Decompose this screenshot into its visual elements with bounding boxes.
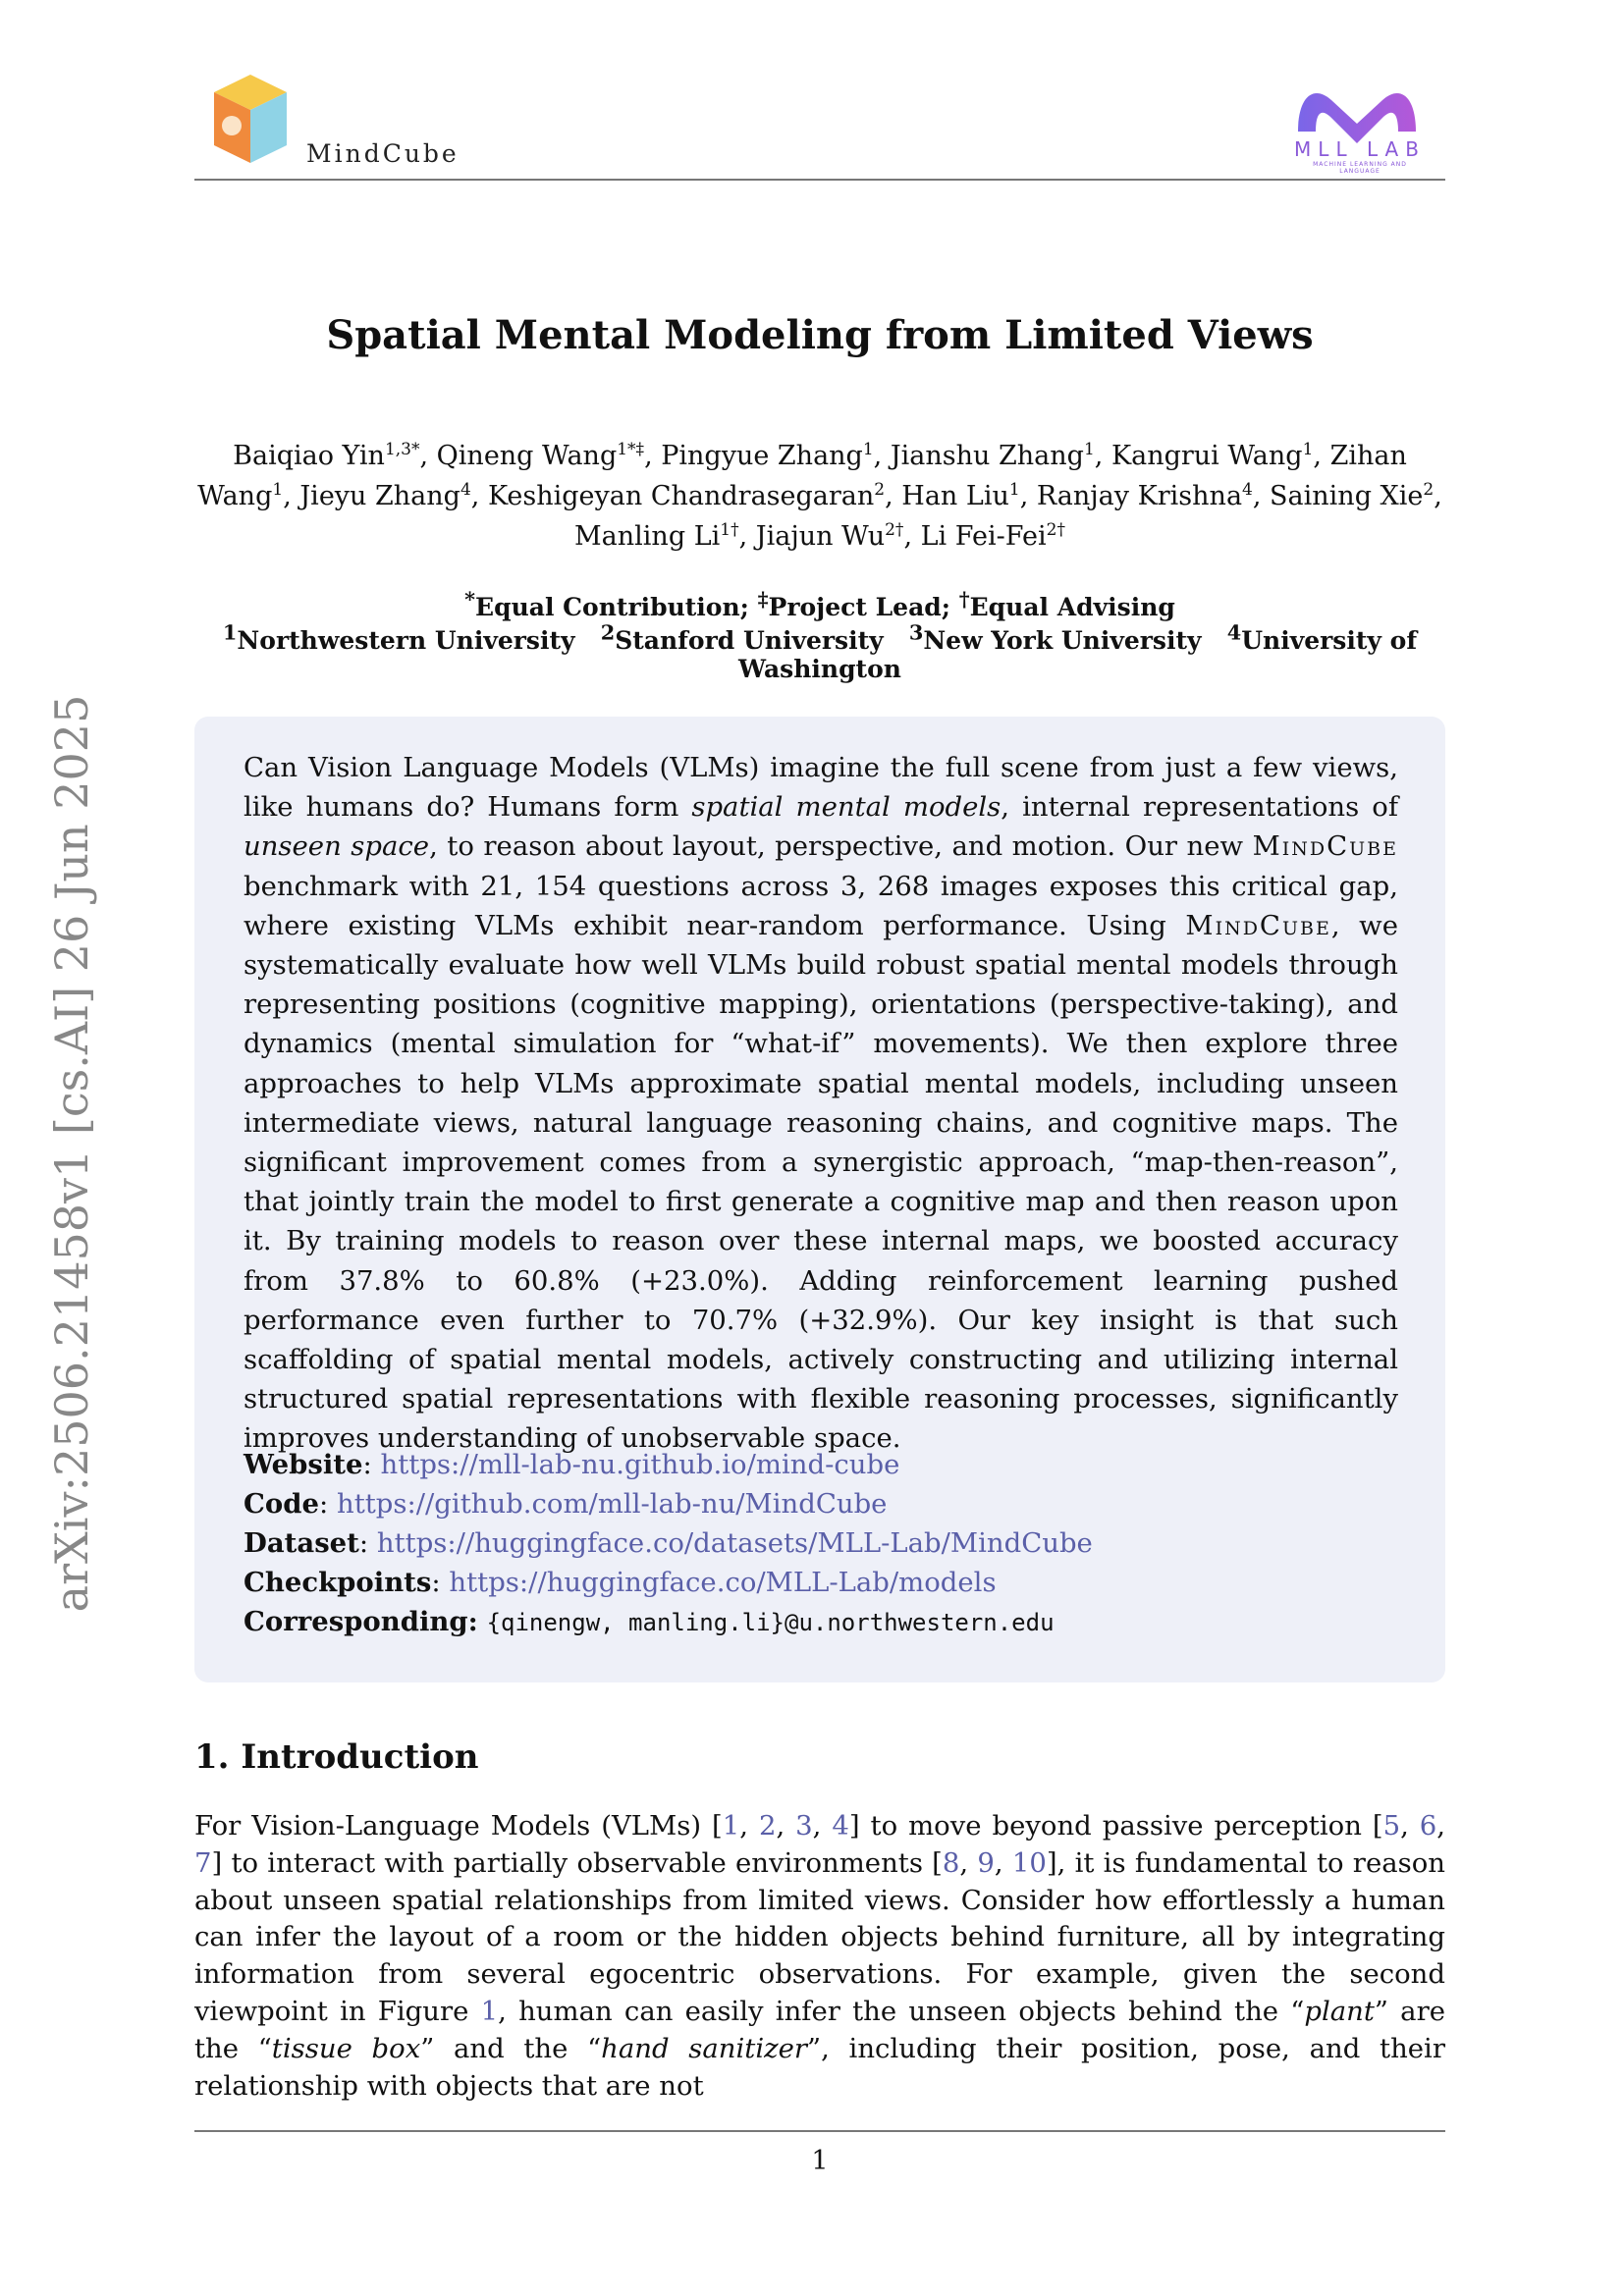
corresponding-row: Corresponding: {qinengw, manling.li}@u.northwestern.edu [244,1606,1055,1637]
arxiv-stamp [39,677,104,1629]
project-lead-note: Project Lead; [768,593,950,621]
affiliation-name: Stanford University [615,626,884,655]
author-affiliation-mark: 4 [1242,480,1253,500]
author-name: Jiajun Wu [755,521,886,552]
affiliation-mark: 2 [600,619,616,645]
author-name: Jieyu Zhang [299,481,460,511]
affiliation-mark: 3 [908,619,924,645]
figure-link[interactable]: 1 [480,1995,499,2027]
author-name: Manling Li [574,521,721,552]
citation-link[interactable]: 10 [1011,1846,1047,1879]
benchmark-name: MindCube [1252,830,1398,863]
dataset-link[interactable]: https://huggingface.co/datasets/MLL-Lab/MindCube [376,1527,1093,1559]
author-affiliation-mark: 1 [1083,440,1095,459]
citation-link[interactable]: 1 [722,1810,740,1842]
paper-title: Spatial Mental Modeling from Limited Views [326,312,1314,358]
benchmark-name: MindCube [1185,909,1331,941]
author-affiliation-mark: 2 [1423,480,1435,500]
author-affiliation-mark: 1,3* [384,440,420,459]
equal-contribution-note: Equal Contribution; [475,593,749,621]
author-name: Pingyue Zhang [661,441,863,471]
author-affiliation-mark: 1 [1008,480,1020,500]
affiliation-name: New York University [923,626,1202,655]
dataset-row: Dataset: https://huggingface.co/datasets/MLL-Lab/MindCube [244,1527,1093,1559]
abstract-emphasis: unseen space [244,830,430,863]
affiliation-name: University of Washington [738,626,1418,683]
footer-rule [194,2130,1445,2132]
author-name: Qineng Wang [436,441,618,471]
author-name: Kangrui Wang [1110,441,1303,471]
citation-link[interactable]: 3 [795,1810,813,1842]
affiliation-list [194,619,1445,683]
citation-link[interactable]: 7 [194,1846,212,1879]
corresponding-email[interactable]: {qinengw, manling.li}@u.northwestern.edu [486,1609,1055,1636]
abstract-emphasis: spatial mental models [691,791,1001,824]
author-affiliation-mark: 1 [272,480,284,500]
citation-link[interactable]: 2 [758,1810,777,1842]
lab-logo-text: MLL LAB [1294,137,1426,161]
website-link[interactable]: https://mll-lab-nu.github.io/mind-cube [380,1449,900,1480]
citation-link[interactable]: 4 [832,1810,849,1842]
equal-advising-note: Equal Advising [969,593,1175,621]
citation-link[interactable]: 9 [977,1846,995,1879]
author-affiliation-mark: 2† [885,520,904,540]
abstract: Can Vision Language Models (VLMs) imagine the full scene from just a few views, like humans do? Humans form spatial mental models, internal representations of unseen space, to reason about layout, perspective, and motion. Our new MindCube benchmark with 21, 154 questions across 3, 268 images exposes this critical gap, where existing VLMs exhibit near-random performance. Using MindCube, we systematically evaluate how well VLMs build robust spatial mental models through representing positions (cognitive mapping), orientations (perspective-taking), and dynamics (mental simulation for “what-if” movements). We then explore three approaches to help VLMs approximate spatial mental models, including unseen intermediate views, natural language reasoning chains, and cognitive maps. The significant improvement comes from a synergistic approach, “map-then-reason”, that jointly train the model to first generate a cognitive map and then reason upon it. By training models to reason over these internal maps, we boosted accuracy from 37.8% to 60.8% (+23.0%). Adding reinforcement learning pushed performance even further to 70.7% (+32.9%). Our key insight is that such scaffolding of spatial mental models, actively constructing and utilizing internal structured spatial representations with flexible reasoning processes, significantly improves understanding of unobservable space. [244,752,1399,1455]
header-rule [194,179,1445,181]
author-affiliation-mark: 1*‡ [617,440,645,459]
author-affiliation-mark: 1 [862,440,874,459]
citation-link[interactable]: 8 [942,1846,960,1879]
author-name: Ranjay Krishna [1036,481,1243,511]
author-name: Baiqiao Yin [233,441,385,471]
author-name: Saining Xie [1270,481,1424,511]
citation-link[interactable]: 5 [1382,1810,1401,1842]
affiliation-mark: 4 [1226,619,1242,645]
arxiv-stamp-text: arXiv:2506.21458v1 [cs.AI] 26 Jun 2025 [45,694,98,1613]
author-name: Han Liu [901,481,1009,511]
mindcube-logo-icon [210,71,291,167]
checkpoints-row: Checkpoints: https://huggingface.co/MLL-Lab/models [244,1567,997,1598]
author-name: Jianshu Zhang [890,441,1084,471]
resource-links [244,1445,1398,1642]
affiliation-name: Northwestern University [237,626,575,655]
checkpoints-link[interactable]: https://huggingface.co/MLL-Lab/models [449,1567,997,1598]
website-row: Website: https://mll-lab-nu.github.io/mind-cube [244,1449,900,1480]
citation-link[interactable]: 6 [1419,1810,1437,1842]
affiliation-mark: 1 [222,619,238,645]
author-affiliation-mark: 4 [460,480,471,500]
author-affiliation-mark: 2† [1046,520,1065,540]
author-name: Keshigeyan Chandrasegaran [487,481,875,511]
code-link[interactable]: https://github.com/mll-lab-nu/MindCube [336,1488,888,1520]
author-name: Li Fei-Fei [920,521,1047,552]
section-heading: 1. Introduction [194,1737,479,1777]
lab-logo-subtext: MACHINE LEARNING AND LANGUAGE [1313,161,1407,175]
code-row: Code: https://github.com/mll-lab-nu/MindCube [244,1488,888,1520]
brand-name: MindCube [306,139,460,168]
author-list: Baiqiao Yin$^{1,3*}$, Qineng Wang$^{1*\ddagger}$, Pingyue Zhang$^1$, Jianshu Zhang$^1$, Kangrui Wang$^1$, Zihan Wang$^1$, Jieyu Zhang$^4$, Keshigeyan Chandrasegaran$^2$, Han Liu$^1$, Ranjay Krishna$^4$, Saining Xie$^2$, Manling $Li^{1\dagger}$, Jiajun $Wu^{2\dagger}$, Li Fei-Fei$^{2\dagger}$ [197,440,1442,552]
intro-paragraph: For Vision-Language Models (VLMs) [1, 2, 3, 4] to move beyond passive perception [5, 6, 7] to interact with partially observable environments [8, 9, 10], it is fundamental to reason about unseen spatial relationships from limited views. Consider how effortlessly a human can infer the layout of a room or the hidden objects behind furniture, all by integrating information from several egocentric observations. For example, given the second viewpoint in Figure 1, human can easily infer the unseen objects behind the “plant” are the “tissue box” and the “hand sanitizer”, including their position, pose, and their relationship with objects that are not [194,1810,1446,2102]
author-name: Zihan Wang [197,441,1407,511]
author-affiliation-mark: 2 [874,480,886,500]
page-number: 1 [811,2146,829,2176]
contribution-notes: *Equal Contribution; ‡Project Lead; †Equal Advising [464,586,1175,621]
author-affiliation-mark: 1† [720,520,739,540]
author-affiliation-mark: 1 [1302,440,1314,459]
